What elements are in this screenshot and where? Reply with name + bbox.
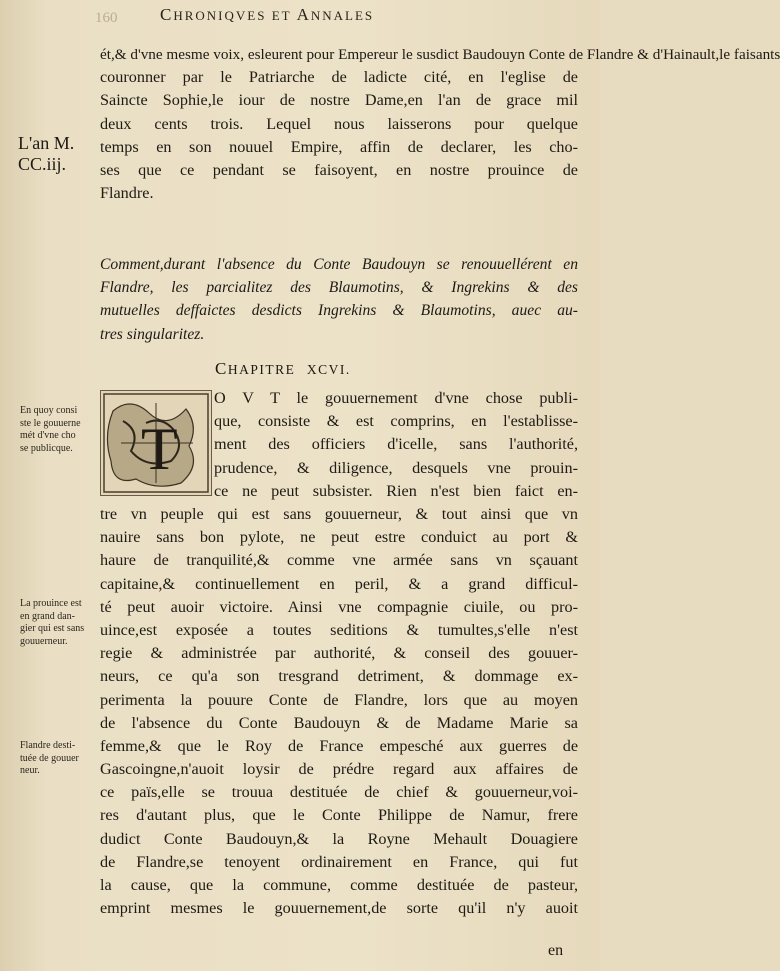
text-line: couronner par le Patriarche de ladicte cité, en l'eglise de [100,68,578,87]
text-line: dudict Conte Baudouyn,& la Royne Mehault Douagiere [100,829,578,848]
note-line: se publicque. [20,442,73,454]
marginal-note [20,740,79,778]
text-line: de l'absence du Conte Baudouyn & de Madame Marie sa [100,713,578,732]
text-line: té peut auoir victoire. Ainsi vne compagnie ciuile, ou pro- [100,597,578,616]
text-line: que, consiste & est comprins, en l'establisse- [214,412,578,431]
text-line: ment des officiers d'icelle, sans l'authorité, [214,435,578,454]
margin-date-line: CC.iij. [18,154,67,174]
top-paragraph [100,43,780,205]
text-line: la cause, que la commune, comme destituée de pasteur, [100,876,578,894]
note-line: Flandre desti- [20,740,76,751]
svg-text:T: T [141,416,178,482]
text-line: tre vn peuple qui est sans gouuerneur, & tout ainsi que vn [100,505,578,523]
text-line: neurs, ce qu'a son tresgrand detriment, & dommage ex- [100,667,578,686]
text-line: de Flandre,se tenoyent ordinairement en France, qui fut [100,852,578,871]
text-line: ce ne peut subsister. Rien n'est bien faict en- [214,481,578,500]
rubric-line: tres singularitez. [100,325,205,343]
text-line: Saincte Sophie,le iour de nostre Dame,en l'an de grace mil [100,91,578,110]
header-text: HRONIQVES ET [173,8,297,23]
text-line: ce païs,elle se trouua destituée de chief & gouuerneur,voi- [100,783,578,802]
note-line: gier qui est sans [20,623,85,634]
note-line: tuée de gouuer [20,752,79,764]
margin-date [18,133,74,175]
rubric-line: mutuelles deffaictes desdicts Ingrekins & Blaumotins, auec au- [100,302,578,320]
text-line: capitaine,& continuellement en peril, & a grand difficul- [100,574,578,593]
chapter-rubric [100,253,578,346]
rubric-line: Flandre, les parcialitez des Blaumotins, & Ingrekins & des [100,279,578,297]
text-line: temps en son nouuel Empire, affin de declarer, les cho- [100,137,578,156]
header-initial-2: A [296,5,311,24]
chapter-initial: C [215,359,228,378]
text-line: ses que ce pendant se faisoyent, en nostre prouince de [100,160,578,179]
note-line: En quoy consi [20,405,78,416]
text-line: haure de tranquilité,& comme vne armée sans vn sçauant [100,551,578,570]
body-indented [214,387,578,503]
chapter-word: HAPITRE [227,362,296,377]
ornamental-initial [100,390,212,496]
marginal-note [20,405,81,455]
text-line: prudence, & diligence, desquels vne prouin- [214,458,578,477]
text-line: ét,& d'vne mesme voix, esleurent pour Empereur le susdict Baudouyn Conte de Flandre & d'Hainault,le faisants [100,46,780,63]
header-text-2: NNALES [310,8,375,23]
margin-date-line: L'an M. [18,133,75,153]
text-line: nauire sans bon pylote, ne peut estre conduict au port & [100,528,578,547]
ornament-icon [101,391,211,495]
text-line: perimenta la pouure Conte de Flandre, lors que au moyen [100,690,578,709]
text-line: emprint mesmes le gouuernement,de sorte qu'il n'y auoit [100,899,578,918]
marginal-note [20,598,84,648]
note-line: en grand dan- [20,610,75,622]
text-line: res d'autant plus, que le Conte Philippe de Namur, frere [100,806,578,825]
rubric-line: Comment,durant l'absence du Conte Baudouyn se renouuellérent en [100,256,578,273]
text-line: regie & administrée par authorité, & conseil des gouuer- [100,644,578,663]
text-line: uince,est exposée a toutes seditions & tumultes,s'elle n'est [100,620,578,639]
chapter-heading [215,359,351,379]
show-through-page-number: 160 [95,10,118,26]
note-line: neur. [20,765,40,776]
note-line: La prouince est [20,598,82,609]
note-line: gouuerneur. [20,635,68,647]
running-header [160,5,374,25]
text-line: O V T le gouuernement d'vne chose publi- [214,389,578,407]
chapter-number: XCVI. [306,362,351,377]
text-line: Flandre. [100,184,154,203]
catchword: en [548,942,564,959]
note-line: mét d'vne cho [20,430,76,441]
body-full [100,503,578,920]
note-line: ste le gouuerne [20,417,81,429]
text-line: deux cents trois. Lequel nous laisserons pour quelque [100,114,578,133]
text-line: Gascoingne,n'auoit loysir de prédre regard aux affaires de [100,760,578,779]
header-initial: C [160,5,174,24]
text-line: femme,& que le Roy de France empesché aux guerres de [100,736,578,755]
